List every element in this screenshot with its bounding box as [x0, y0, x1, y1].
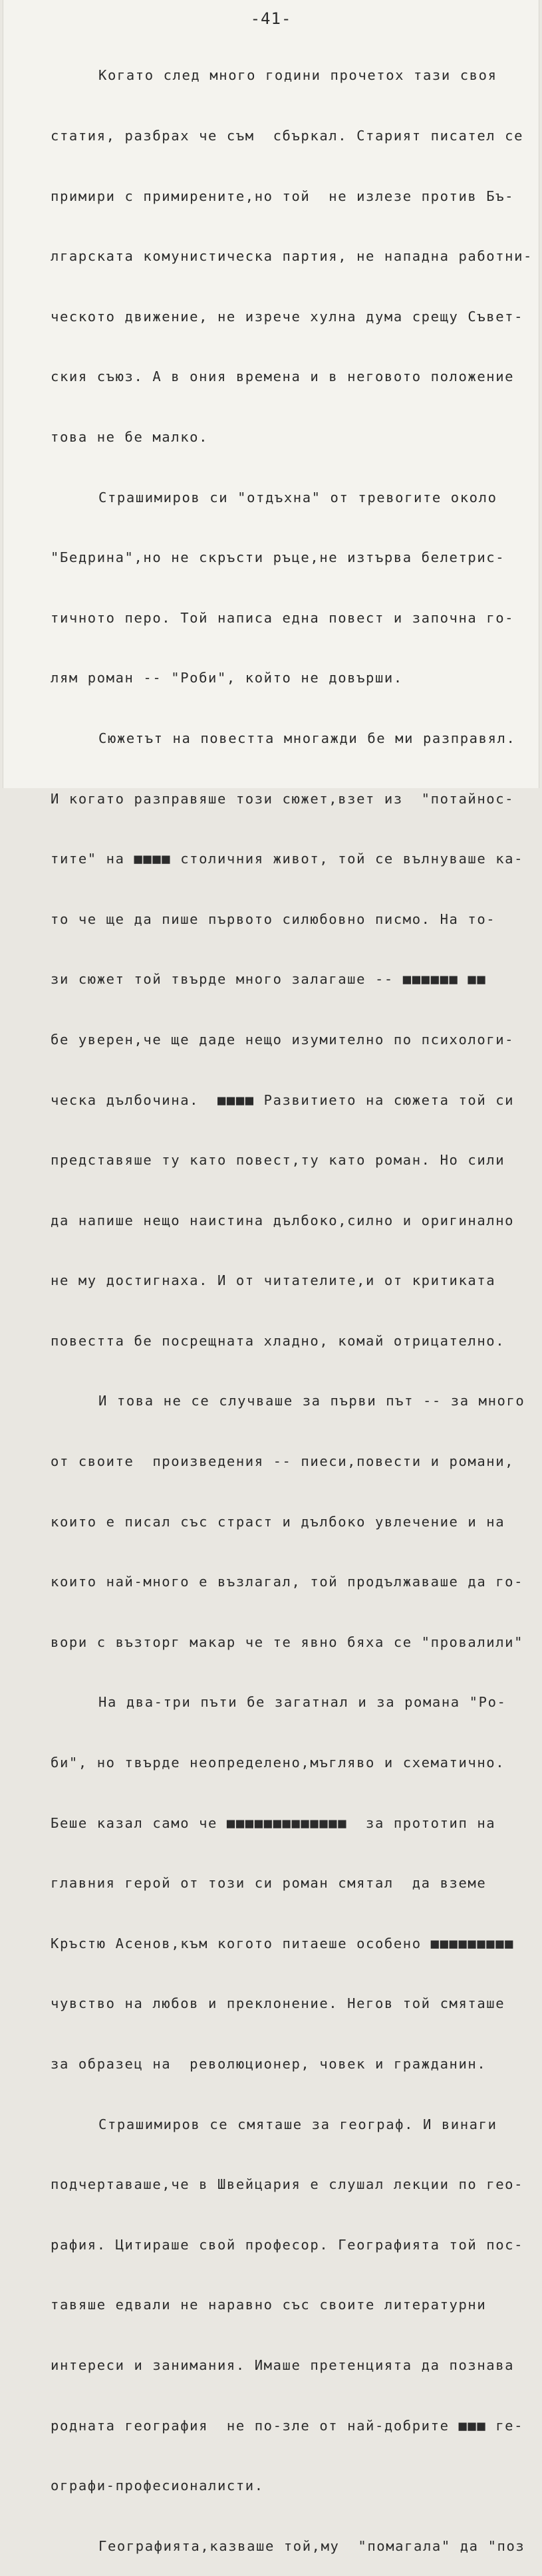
- text-line: лям роман -- "Роби", който не довърши.: [51, 670, 403, 686]
- text-line: тавяше едвали не наравно със своите литературни: [51, 2297, 487, 2313]
- text-line: за образец на революционер, човек и гражданин.: [51, 2056, 487, 2072]
- text-line: Страшимиров си "отдъхна" от тревогите около: [98, 489, 497, 505]
- page-number: -41-: [250, 9, 292, 28]
- text-line: Страшимиров се смяташе за географ. И винаги: [98, 2116, 497, 2132]
- text-line: статия, разбрах че съм сбъркал. Старият писател се: [51, 128, 524, 144]
- text-line: примири с примирените,но той не излезе против Бъ-: [51, 188, 515, 204]
- text-line: не му достигнаха. И от читателите,и от критиката: [51, 1272, 496, 1289]
- text-line: лгарската комунистическа партия, не нападна работни-: [51, 248, 533, 265]
- text-line: представяше ту като повест,ту като роман. Но сили: [51, 1152, 505, 1169]
- typewritten-text-body: [51, 25, 536, 2576]
- text-line: "Бедрина",но не скръсти ръце,не изтърва белетрис-: [51, 549, 505, 566]
- text-line: Кръстю Асенов,към когото питаеше особено ■■■■■■■■■: [51, 1935, 515, 1951]
- text-line: ографи-професионалисти.: [51, 2478, 264, 2494]
- text-line: които е писал със страст и дълбоко увлечение и на: [51, 1513, 505, 1530]
- text-line: тите" на ■■■■ столичния живот, той се вълнуваше ка-: [51, 851, 524, 867]
- text-line: зи сюжет той твърде много залагаше -- ■■■■■■ ■■: [51, 971, 487, 988]
- text-line: Когато след много години прочетох тази своя: [98, 67, 497, 84]
- text-line: Сюжетът на повестта многажди бе ми разправял.: [98, 730, 516, 746]
- text-line: от своите произведения -- пиеси,повести и романи,: [51, 1453, 515, 1470]
- text-line: които най-много е възлагал, той продължаваше да го-: [51, 1574, 524, 1590]
- text-line: би", но твърде неопределено,мъгляво и схематично.: [51, 1755, 505, 1771]
- text-line: вори с възторг макар че те явно бяха се "провалили": [51, 1634, 524, 1650]
- text-line: бе уверен,че ще даде нещо изумително по психологи-: [51, 1031, 515, 1048]
- text-line: И когато разправяше този сюжет,взет из "потайнос-: [51, 790, 515, 807]
- text-line: да напише нещо наистина дълбоко,силно и оригинално: [51, 1212, 515, 1228]
- text-line: ческото движение, не изрече хулна дума срещу Съвет-: [51, 308, 524, 325]
- text-line: подчертаваше,че в Швейцария е слушал лекции по гео-: [51, 2176, 524, 2193]
- text-line: главния герой от този си роман смятал да вземе: [51, 1875, 487, 1892]
- text-line: рафия. Цитираше свой професор. Географията той пос-: [51, 2236, 524, 2253]
- text-line: то че ще да пише първото силюбовно писмо. На то-: [51, 911, 496, 927]
- text-line: ческа дълбочина. ■■■■ Развитието на сюжета той си: [51, 1091, 515, 1108]
- text-line: ския съюз. А в ония времена и в неговото положение: [51, 368, 515, 385]
- text-line: интереси и занимания. Имаше претенцията да познава: [51, 2357, 515, 2373]
- text-line: чувство на любов и преклонение. Негов той смяташе: [51, 1995, 505, 2012]
- text-line: тичното перо. Той написа една повест и започна го-: [51, 609, 515, 626]
- text-line: това не бе малко.: [51, 428, 209, 445]
- text-line: повестта бе посрещната хладно, комай отрицателно.: [51, 1332, 505, 1349]
- text-line: родната география не по-зле от най-добрите ■■■ ге-: [51, 2417, 524, 2434]
- text-line: На два-три пъти бе загатнал и за романа "Ро-: [98, 1694, 507, 1711]
- text-line: Беше казал само че ■■■■■■■■■■■■■ за прототип на: [51, 1814, 496, 1831]
- text-line: И това не се случваше за първи път -- за много: [98, 1393, 525, 1409]
- text-line: Географията,казваше той,му "помагала" да "поз: [98, 2537, 525, 2554]
